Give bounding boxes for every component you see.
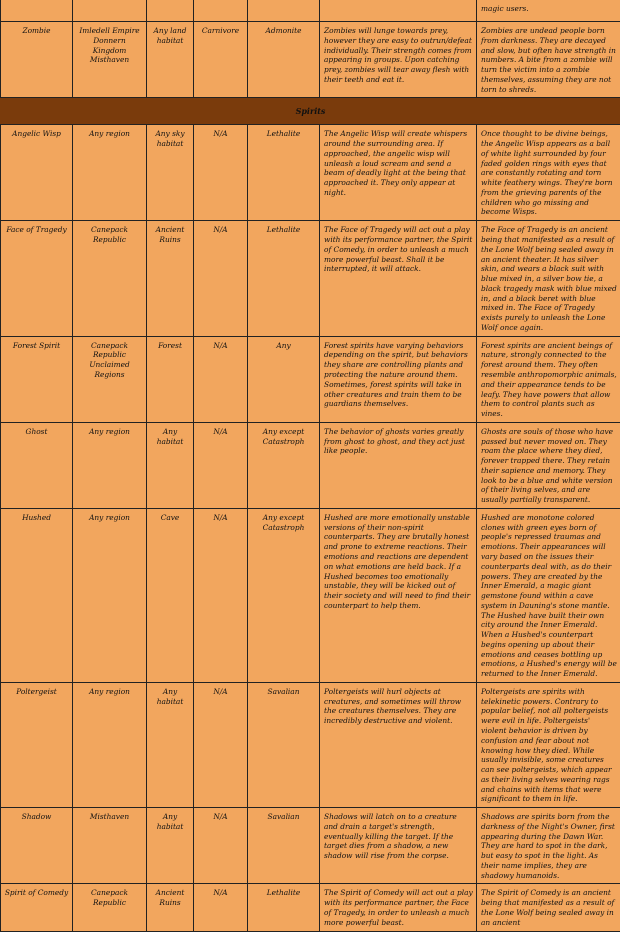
creature-habitat: Any habitat bbox=[147, 422, 194, 508]
creature-name: Poltergeist bbox=[1, 682, 73, 807]
creature-region: Any region bbox=[73, 682, 147, 807]
creature-region: Misthaven bbox=[73, 808, 147, 884]
creature-element: Savalian bbox=[248, 808, 320, 884]
creature-habitat: Ancient Ruins bbox=[147, 884, 194, 931]
table-row bbox=[1, 808, 620, 884]
creature-element: Any except Catastroph bbox=[248, 422, 320, 508]
creature-diet: N/A bbox=[194, 884, 248, 931]
creature-behavior: Zombies will lunge towards prey, however they are easy to outrun/defeat individually. Their strength comes from appearing in groups. Upon catching prey, zombies will tear away flesh with their teeth and eat it. bbox=[320, 22, 477, 98]
creature-element: Lethalite bbox=[248, 884, 320, 931]
table-row-zombie bbox=[1, 22, 620, 98]
table-row-top bbox=[1, 0, 620, 22]
cell-top-diet bbox=[194, 0, 248, 22]
table-row bbox=[1, 125, 620, 221]
creature-habitat: Any habitat bbox=[147, 808, 194, 884]
creature-behavior: The Face of Tragedy will act out a play with its performance partner, the Spirit of Comedy, in order to unleash a much more powerful beast. Shall it be interrupted, it will attack. bbox=[320, 221, 477, 336]
creature-element: Admonite bbox=[248, 22, 320, 98]
creature-name: Hushed bbox=[1, 508, 73, 682]
creature-behavior: The Spirit of Comedy will act out a play with its performance partner, the Face of Tragedy, in order to unleash a much more powerful beast. bbox=[320, 884, 477, 931]
creature-habitat: Cave bbox=[147, 508, 194, 682]
creature-behavior: The Angelic Wisp will create whispers around the surrounding area. If approached, the angelic wisp will unleash a loud scream and send a beam of deadly light at the being that approached it. They only appear at night. bbox=[320, 125, 477, 221]
creature-behavior: Shadows will latch on to a creature and drain a target's strength, eventually killing the target. If the target dies from a shadow, a new shadow will rise from the corpse. bbox=[320, 808, 477, 884]
creature-region: Any region bbox=[73, 125, 147, 221]
creature-habitat: Any sky habitat bbox=[147, 125, 194, 221]
cell-top-description: magic users. bbox=[477, 0, 620, 22]
creature-region: Any region bbox=[73, 508, 147, 682]
section-title: Spirits bbox=[1, 98, 620, 125]
cell-top-name bbox=[1, 0, 73, 22]
cell-top-habitat bbox=[147, 0, 194, 22]
table-row bbox=[1, 221, 620, 336]
creature-region: Canepack Republic Unclaimed Regions bbox=[73, 336, 147, 422]
creature-element: Lethalite bbox=[248, 221, 320, 336]
creature-name: Zombie bbox=[1, 22, 73, 98]
creature-name: Forest Spirit bbox=[1, 336, 73, 422]
table-row bbox=[1, 422, 620, 508]
creature-diet: N/A bbox=[194, 808, 248, 884]
creature-habitat: Any habitat bbox=[147, 682, 194, 807]
creature-description: Hushed are monotone colored clones with green eyes born of people's repressed traumas and emotions. Their appearances will vary based on the issues their counterparts deal with, as do their powers. They are created by the Inner Emerald, a magic giant gemstone found within a cave system in Dauning's stone mantle. The Hushed have built their own city around the Inner Emerald. When a Hushed's counterpart begins opening up about their emotions and ceases bottling up emotions, a Hushed's energy will be returned to the Inner Emerald. bbox=[477, 508, 620, 682]
creature-behavior: The behavior of ghosts varies greatly from ghost to ghost, and they act just like people. bbox=[320, 422, 477, 508]
cell-top-element bbox=[248, 0, 320, 22]
creature-description: Once thought to be divine beings, the Angelic Wisp appears as a ball of white light surrounded by four faded golden rings with eyes that are constantly rotating and torn white feathery wings. They're born from the grieving parents of the children who go missing and become Wisps. bbox=[477, 125, 620, 221]
creature-behavior: Hushed are more emotionally unstable versions of their non-spirit counterparts. They are brutally honest and prone to extreme reactions. Their emotions and reactions are dependent on what emotions are held back. If a Hushed becomes too emotionally unstable, they will be kicked out of their society and will need to find their counterpart to help them. bbox=[320, 508, 477, 682]
creature-name: Face of Tragedy bbox=[1, 221, 73, 336]
creature-description: Poltergeists are spirits with telekinetic powers. Contrary to popular belief, not all poltergeists were evil in life. Poltergeists' violent behavior is driven by confusion and fear about not knowing how they died. While usually invisible, some creatures can see poltergeists, which appear as their living selves wearing rags and chains with items that were significant to them in life. bbox=[477, 682, 620, 807]
creature-diet: N/A bbox=[194, 336, 248, 422]
creature-behavior: Forest spirits have varying behaviors depending on the spirit, but behaviors they share are controlling plants and protecting the nature around them. Sometimes, forest spirits will take in other creatures and train them to be guardians themselves. bbox=[320, 336, 477, 422]
creature-diet: N/A bbox=[194, 221, 248, 336]
cell-top-behavior bbox=[320, 0, 477, 22]
creature-element: Savalian bbox=[248, 682, 320, 807]
creature-description: The Face of Tragedy is an ancient being that manifested as a result of the Lone Wolf being sealed away in an ancient theater. It has silver skin, and wears a black suit with blue mixed in, a silver bow tie, a black tragedy mask with blue mixed in, and a black beret with blue mixed in. The Face of Tragedy exists purely to unleash the Lone Wolf once again. bbox=[477, 221, 620, 336]
creature-description: Forest spirits are ancient beings of nature, strongly connected to the forest around them. They often resemble anthropomorphic animals, and their appearance tends to be leafy. They have powers that allow them to control plants such as vines. bbox=[477, 336, 620, 422]
creature-element: Any except Catastroph bbox=[248, 508, 320, 682]
creature-name: Spirit of Comedy bbox=[1, 884, 73, 931]
creature-diet: N/A bbox=[194, 508, 248, 682]
section-header-row bbox=[1, 98, 620, 125]
creature-region: Any region bbox=[73, 422, 147, 508]
creature-element: Lethalite bbox=[248, 125, 320, 221]
creature-habitat: Ancient Ruins bbox=[147, 221, 194, 336]
creature-behavior: Poltergeists will hurl objects at creatures, and sometimes will throw the creatures themselves. They are incredibly destructive and violent. bbox=[320, 682, 477, 807]
table-row bbox=[1, 682, 620, 807]
creature-name: Angelic Wisp bbox=[1, 125, 73, 221]
creature-element: Any bbox=[248, 336, 320, 422]
cell-top-region bbox=[73, 0, 147, 22]
creature-habitat: Any land habitat bbox=[147, 22, 194, 98]
creature-diet: N/A bbox=[194, 682, 248, 807]
table-row bbox=[1, 884, 620, 931]
creature-name: Ghost bbox=[1, 422, 73, 508]
creature-region: Canepack Republic bbox=[73, 221, 147, 336]
creature-diet: N/A bbox=[194, 422, 248, 508]
creature-description: Ghosts are souls of those who have passed but never moved on. They roam the place where they died, forever trapped there. They retain their sapience and memory. They look to be a blue and white version of their living selves, and are usually partially transparent. bbox=[477, 422, 620, 508]
creature-name: Shadow bbox=[1, 808, 73, 884]
creature-region: Imledell Empire Donnern Kingdom Misthaven bbox=[73, 22, 147, 98]
creature-habitat: Forest bbox=[147, 336, 194, 422]
creature-description: Shadows are spirits born from the darkness of the Night's Owner, first appearing during the Dawn War. They are hard to spot in the dark, but easy to spot in the light. As their name implies, they are shadowy humanoids. bbox=[477, 808, 620, 884]
creature-diet: N/A bbox=[194, 125, 248, 221]
creature-description: The Spirit of Comedy is an ancient being that manifested as a result of the Lone Wolf being sealed away in an ancient bbox=[477, 884, 620, 931]
creature-description: Zombies are undead people born from darkness. They are decayed and slow, but often have strength in numbers. A bite from a zombie will turn the victim into a zombie themselves, assuming they are not torn to shreds. bbox=[477, 22, 620, 98]
creature-region: Canepack Republic bbox=[73, 884, 147, 931]
table-row bbox=[1, 336, 620, 422]
table-row bbox=[1, 508, 620, 682]
creature-diet: Carnivore bbox=[194, 22, 248, 98]
